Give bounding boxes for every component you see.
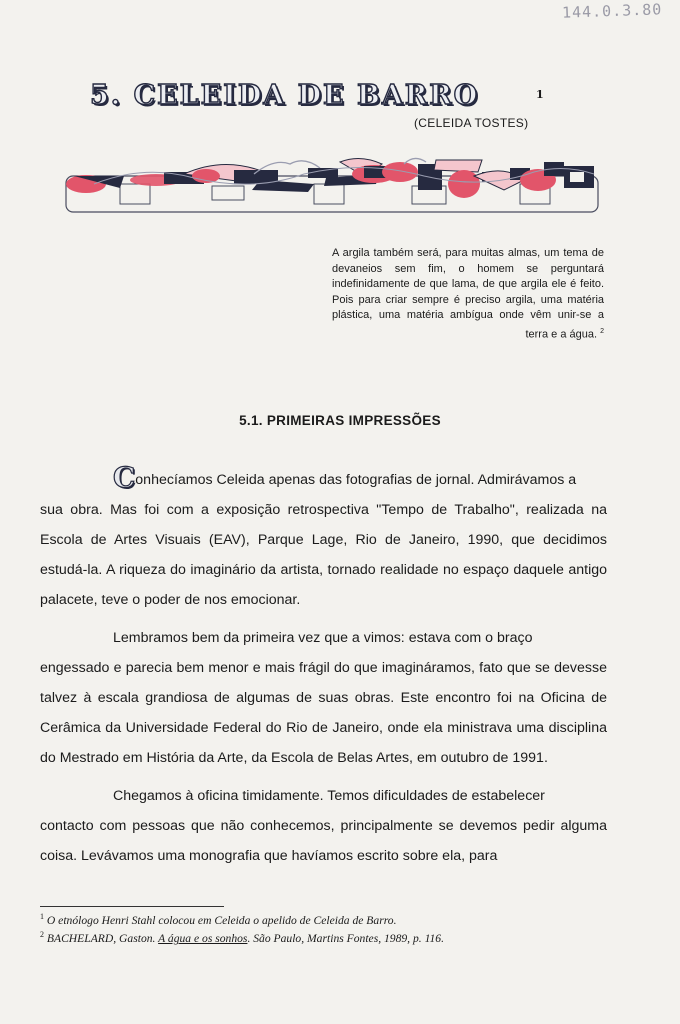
paragraph-continuation: sua obra. Mas foi com a exposição retrospectiva "Tempo de Trabalho", realizada na Escola de Artes Visuais (EAV), Parque Lage, Rio de Janeiro, 1990, que decidimos estudá-la. A riqueza do imaginário da artista, tornado realidade no espaço daquele antigo palacete, teve o poder de nos emocionar. <box>40 502 607 608</box>
drop-cap: C <box>113 461 136 494</box>
footnote-2 <box>40 928 640 946</box>
footnote-1 <box>40 910 640 928</box>
chapter-author: (CELEIDA TOSTES) <box>414 116 529 130</box>
footnote-number: 1 <box>40 912 44 921</box>
handwritten-margin-note: 144.0.3.80 <box>561 0 663 22</box>
paragraph-continuation: engessado e parecia bem menor e mais frágil do que imagináramos, fato que se devesse talvez à escala grandiosa de algumas de suas obras. Este encontro foi na Oficina de Cerâmica da Universidade Federal do Rio de Janeiro, onde ela ministrava uma disciplina do Mestrado em História da Arte, da Escola de Belas Artes, em outubro de 1991. <box>40 660 607 766</box>
section-heading: 5.1. PRIMEIRAS IMPRESSÕES <box>239 413 441 428</box>
epigraph-text: A argila também será, para muitas almas, um tema de devaneios sem fim, o homem se perguntará indefinidamente de que lama, de que argila ele é feito. Pois para criar sempre é preciso argila, uma matéria plástica, uma matéria ambígua onde vêm unir-se a terra e a água. <box>332 247 604 341</box>
chapter-title: 5. CELEIDA DE BARRO <box>90 80 480 111</box>
footnote-author: BACHELARD, Gaston. <box>46 932 159 946</box>
decorative-ornament-band <box>64 154 604 218</box>
paragraph <box>113 461 607 495</box>
body-text <box>40 461 607 871</box>
footnote-number: 2 <box>40 930 44 940</box>
epigraph-footnote-ref: 2 <box>600 327 604 335</box>
paragraph-continuation: contacto com pessoas que não conhecemos, principalmente se devemos pedir alguma coisa. Levávamos uma monografia que havíamos escrito sobre ela, para <box>40 818 607 864</box>
footnote-publication: . São Paulo, Martins Fontes, 1989, p. 116. <box>247 932 445 946</box>
paragraph-first-line: onhecíamos Celeida apenas das fotografias de jornal. Admirávamos a <box>135 472 577 488</box>
footnote-divider <box>40 906 224 907</box>
chapter-title-footnote-ref: 1 <box>536 88 544 101</box>
footnote-text: O etnólogo Henri Stahl colocou em Celeida o apelido de Celeida de Barro. <box>46 913 397 927</box>
epigraph <box>332 246 604 343</box>
footnotes <box>40 910 640 947</box>
paragraph-first-line: Chegamos à oficina timidamente. Temos dificuldades de estabelecer <box>113 788 545 804</box>
footnote-book-title: A água e os sonhos <box>158 932 248 946</box>
paragraph-first-line: Lembramos bem da primeira vez que a vimos: estava com o braço <box>113 630 533 646</box>
